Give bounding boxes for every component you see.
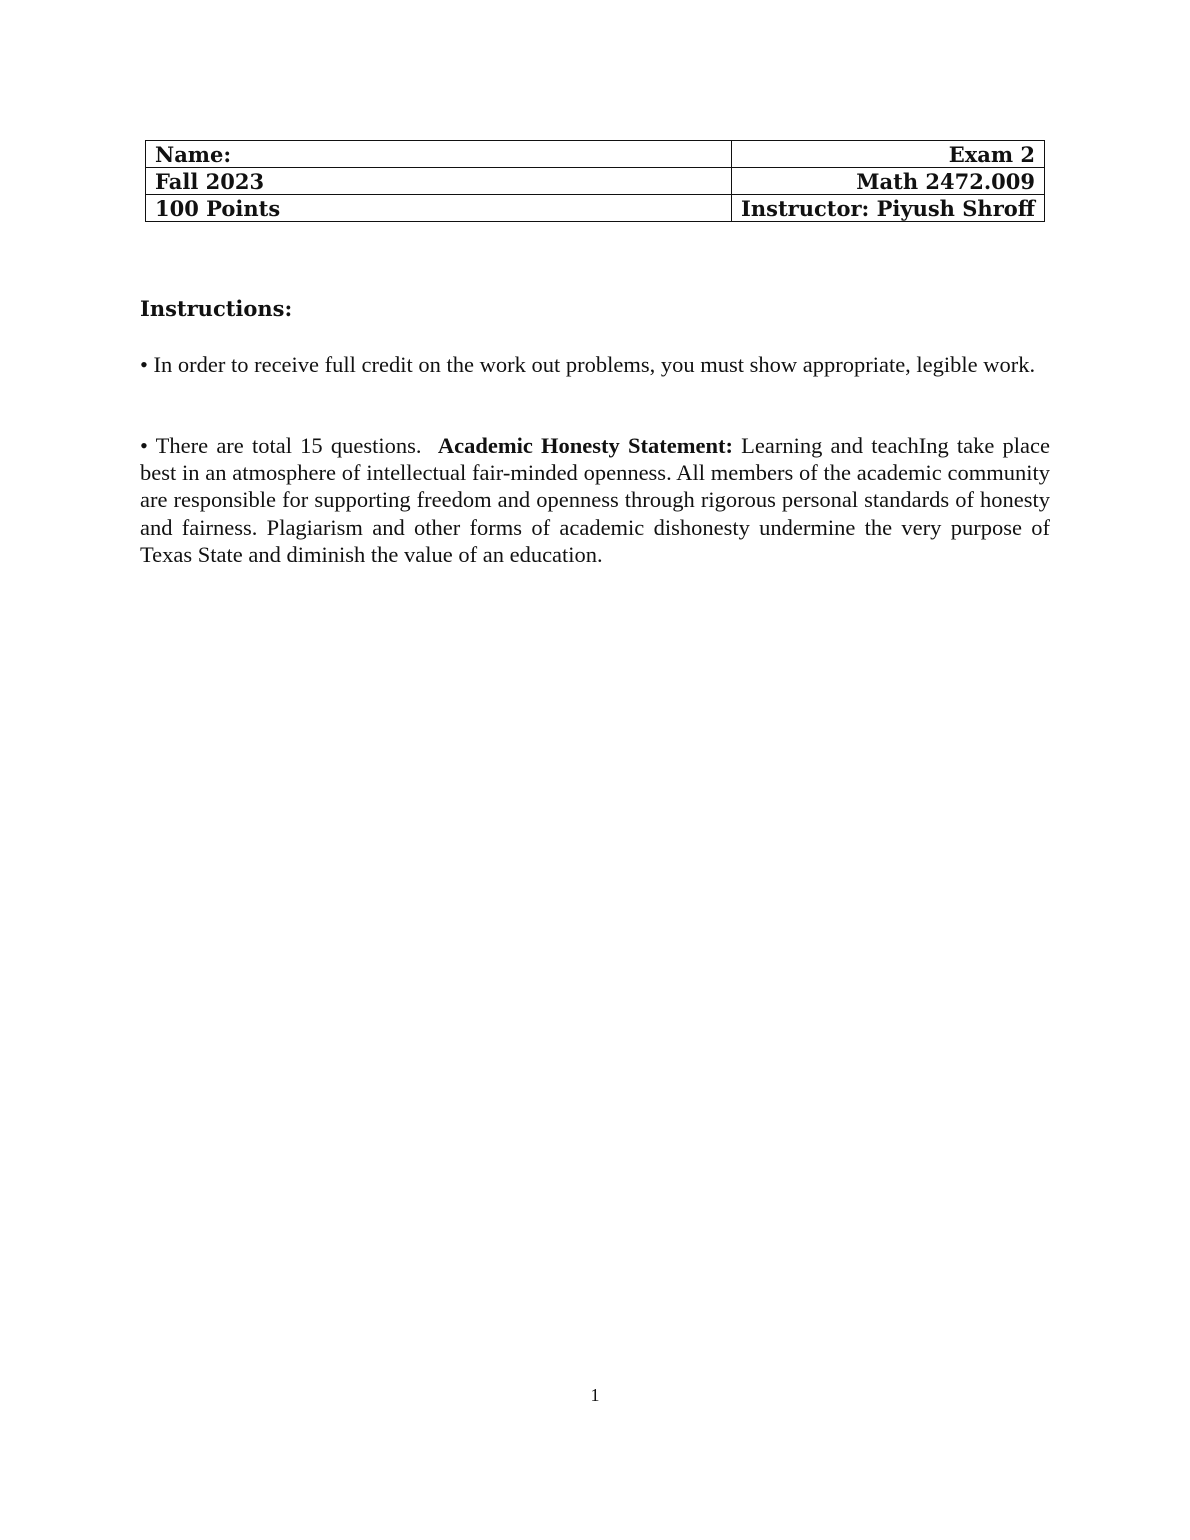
instructions-heading: Instructions: <box>140 296 293 321</box>
name-label: Name: <box>146 141 732 168</box>
question-count-text: • There are total 15 questions. <box>140 433 422 458</box>
instruction-bullet-honesty <box>140 432 1050 568</box>
exam-title: Exam 2 <box>732 141 1045 168</box>
instruction-bullet-work: • In order to receive full credit on the work out problems, you must show appropriate, legible work. <box>140 352 1036 377</box>
header-row <box>146 168 1045 195</box>
exam-header-table <box>145 140 1045 222</box>
honesty-statement-text: Learning and teachIng take place best in an atmosphere of intellectual fair-minded openness. All members of the academic community are responsible for supporting freedom and openness through rigorous personal standards of honesty and fairness. Plagiarism and other forms of academic dishonesty undermine the very purpose of Texas State and diminish the value of an education. <box>140 433 1051 567</box>
honesty-statement-label: Academic Honesty Statement: <box>437 433 733 458</box>
page-number: 1 <box>590 1385 600 1405</box>
header-row <box>146 141 1045 168</box>
header-row <box>146 195 1045 222</box>
course-code: Math 2472.009 <box>732 168 1045 195</box>
total-points: 100 Points <box>146 195 732 222</box>
term: Fall 2023 <box>146 168 732 195</box>
instructor-name: Instructor: Piyush Shroff <box>732 195 1045 222</box>
